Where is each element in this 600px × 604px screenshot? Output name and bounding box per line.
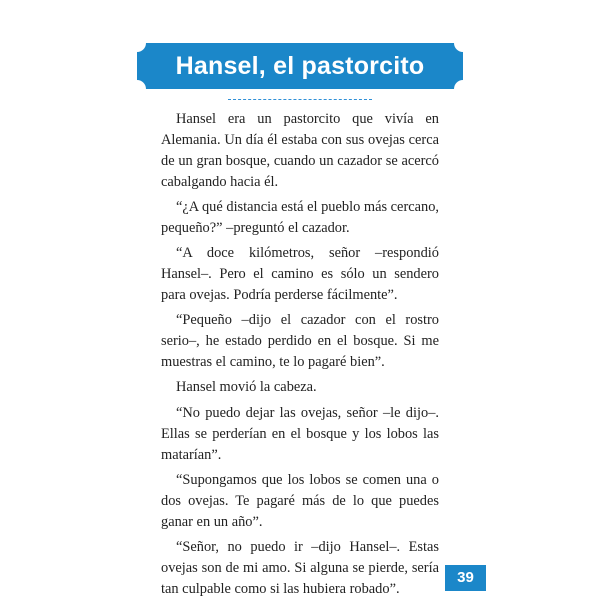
title-divider <box>228 99 372 100</box>
page-number-badge: 39 <box>445 565 486 591</box>
story-paragraph: “¿A qué distancia está el pueblo más cercano, pequeño?” –preguntó el cazador. <box>161 199 439 236</box>
story-paragraph: “No puedo dejar las ovejas, señor –le dijo–. Ellas se perderían en el bosque y los lobos las matarían”. <box>161 404 439 463</box>
story-paragraph: “Señor, no puedo ir –dijo Hansel–. Estas ovejas son de mi amo. Si alguna se pierde, sería tan culpable como si las hubiera robado”. <box>161 538 439 597</box>
page-title: Hansel, el pastorcito <box>175 52 425 80</box>
story-paragraph: “Supongamos que los lobos se comen una o dos ovejas. Te pagaré más de lo que puedes ganar en un año”. <box>161 471 439 530</box>
story-text <box>161 109 439 604</box>
story-paragraph: “Pequeño –dijo el cazador con el rostro serio–, he estado perdido en el bosque. Si me muestras el camino, te lo pagaré bien”. <box>161 312 439 371</box>
story-paragraph: Hansel era un pastorcito que vivía en Alemania. Un día él estaba con sus ovejas cerca de un gran bosque, cuando un cazador se acercó cabalgando hacia él. <box>161 111 439 190</box>
title-banner <box>137 43 463 89</box>
story-paragraph: Hansel movió la cabeza. <box>176 379 317 396</box>
story-paragraph: “A doce kilómetros, señor –respondió Hansel–. Pero el camino es sólo un sendero para ovejas. Podría perderse fácilmente”. <box>161 245 439 304</box>
